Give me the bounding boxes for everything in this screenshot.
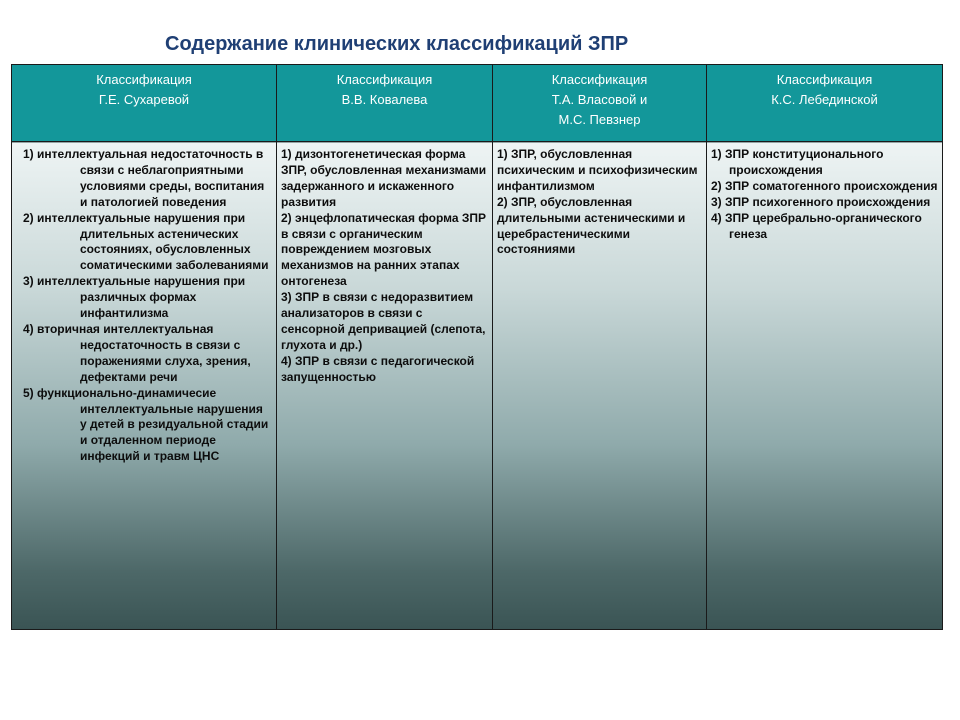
header-line: В.В. Ковалева: [341, 92, 428, 107]
list-item: 4) ЗПР в связи с педагогической запущенностью: [281, 353, 475, 384]
cell-lebedinskaya: [707, 142, 943, 630]
slide-title: Содержание клинических классификаций ЗПР: [165, 33, 629, 55]
header-line: Классификация: [96, 72, 192, 87]
header-line: Классификация: [776, 72, 873, 87]
list-item: 3) ЗПР в связи с недоразвитием анализаторов в связи с сенсорной депривацией (слепота, глухота и др.): [281, 290, 486, 352]
list-item: 1) ЗПР, обусловленная психическим и психофизическим инфантилизмом: [497, 147, 698, 193]
list-item: 3) ЗПР психогенного происхождения: [711, 194, 931, 209]
list-item: 2) ЗПР соматогенного происхождения: [711, 178, 938, 193]
list-item: 4) ЗПР церебрально-органического генеза: [711, 210, 922, 241]
header-line: Г.Е. Сухаревой: [98, 92, 190, 107]
cell-sukhareva: [12, 142, 277, 630]
list-item: 4) вторичная интеллектуальная недостаточность в связи с поражениями слуха, зрения, дефектами речи: [23, 321, 251, 384]
content-row: [12, 142, 943, 630]
classification-table: [11, 64, 943, 630]
header-lebedinskaya: [707, 65, 943, 142]
header-line: Т.А. Власовой и: [551, 92, 648, 107]
header-sukhareva: [12, 65, 277, 142]
list-item: 5) функционально-динамичесие интеллектуальные нарушения у детей в резидуальной стадии и отдаленном периоде инфекций и травм ЦНС: [23, 385, 269, 464]
header-vlasova-pevzner: [493, 65, 707, 142]
header-row: [12, 65, 943, 142]
header-line: К.С. Лебединской: [771, 92, 878, 107]
cell-kovalev: [277, 142, 493, 630]
header-line: М.С. Певзнер: [558, 112, 641, 127]
list-item: 3) интеллектуальные нарушения при различных формах инфантилизма: [23, 274, 246, 321]
header-line: Классификация: [336, 72, 433, 87]
list-item: 2) интеллектуальные нарушения при длительных астенических состояниях, обусловленных соматическими заболеваниями: [23, 210, 269, 273]
header-kovalev: [277, 65, 493, 142]
cell-vlasova-pevzner: [493, 142, 707, 630]
list-item: 1) интеллектуальная недостаточность в связи с неблагоприятными условиями среды, воспитания и патологией поведения: [23, 147, 265, 209]
list-item: 1) дизонтогенетическая форма ЗПР, обусловленная механизмами задержанного и искаженного развития: [281, 147, 487, 209]
list-item: 1) ЗПР конституционального происхождения: [711, 147, 884, 177]
list-item: 2) энцефлопатическая форма ЗПР в связи с органическим повреждением мозговых механизмов на ранних этапах онтогенеза: [281, 210, 486, 289]
list-item: 2) ЗПР, обусловленная длительными астеническими и церебрастеническими состояниями: [497, 194, 686, 257]
header-line: Классификация: [551, 72, 648, 87]
